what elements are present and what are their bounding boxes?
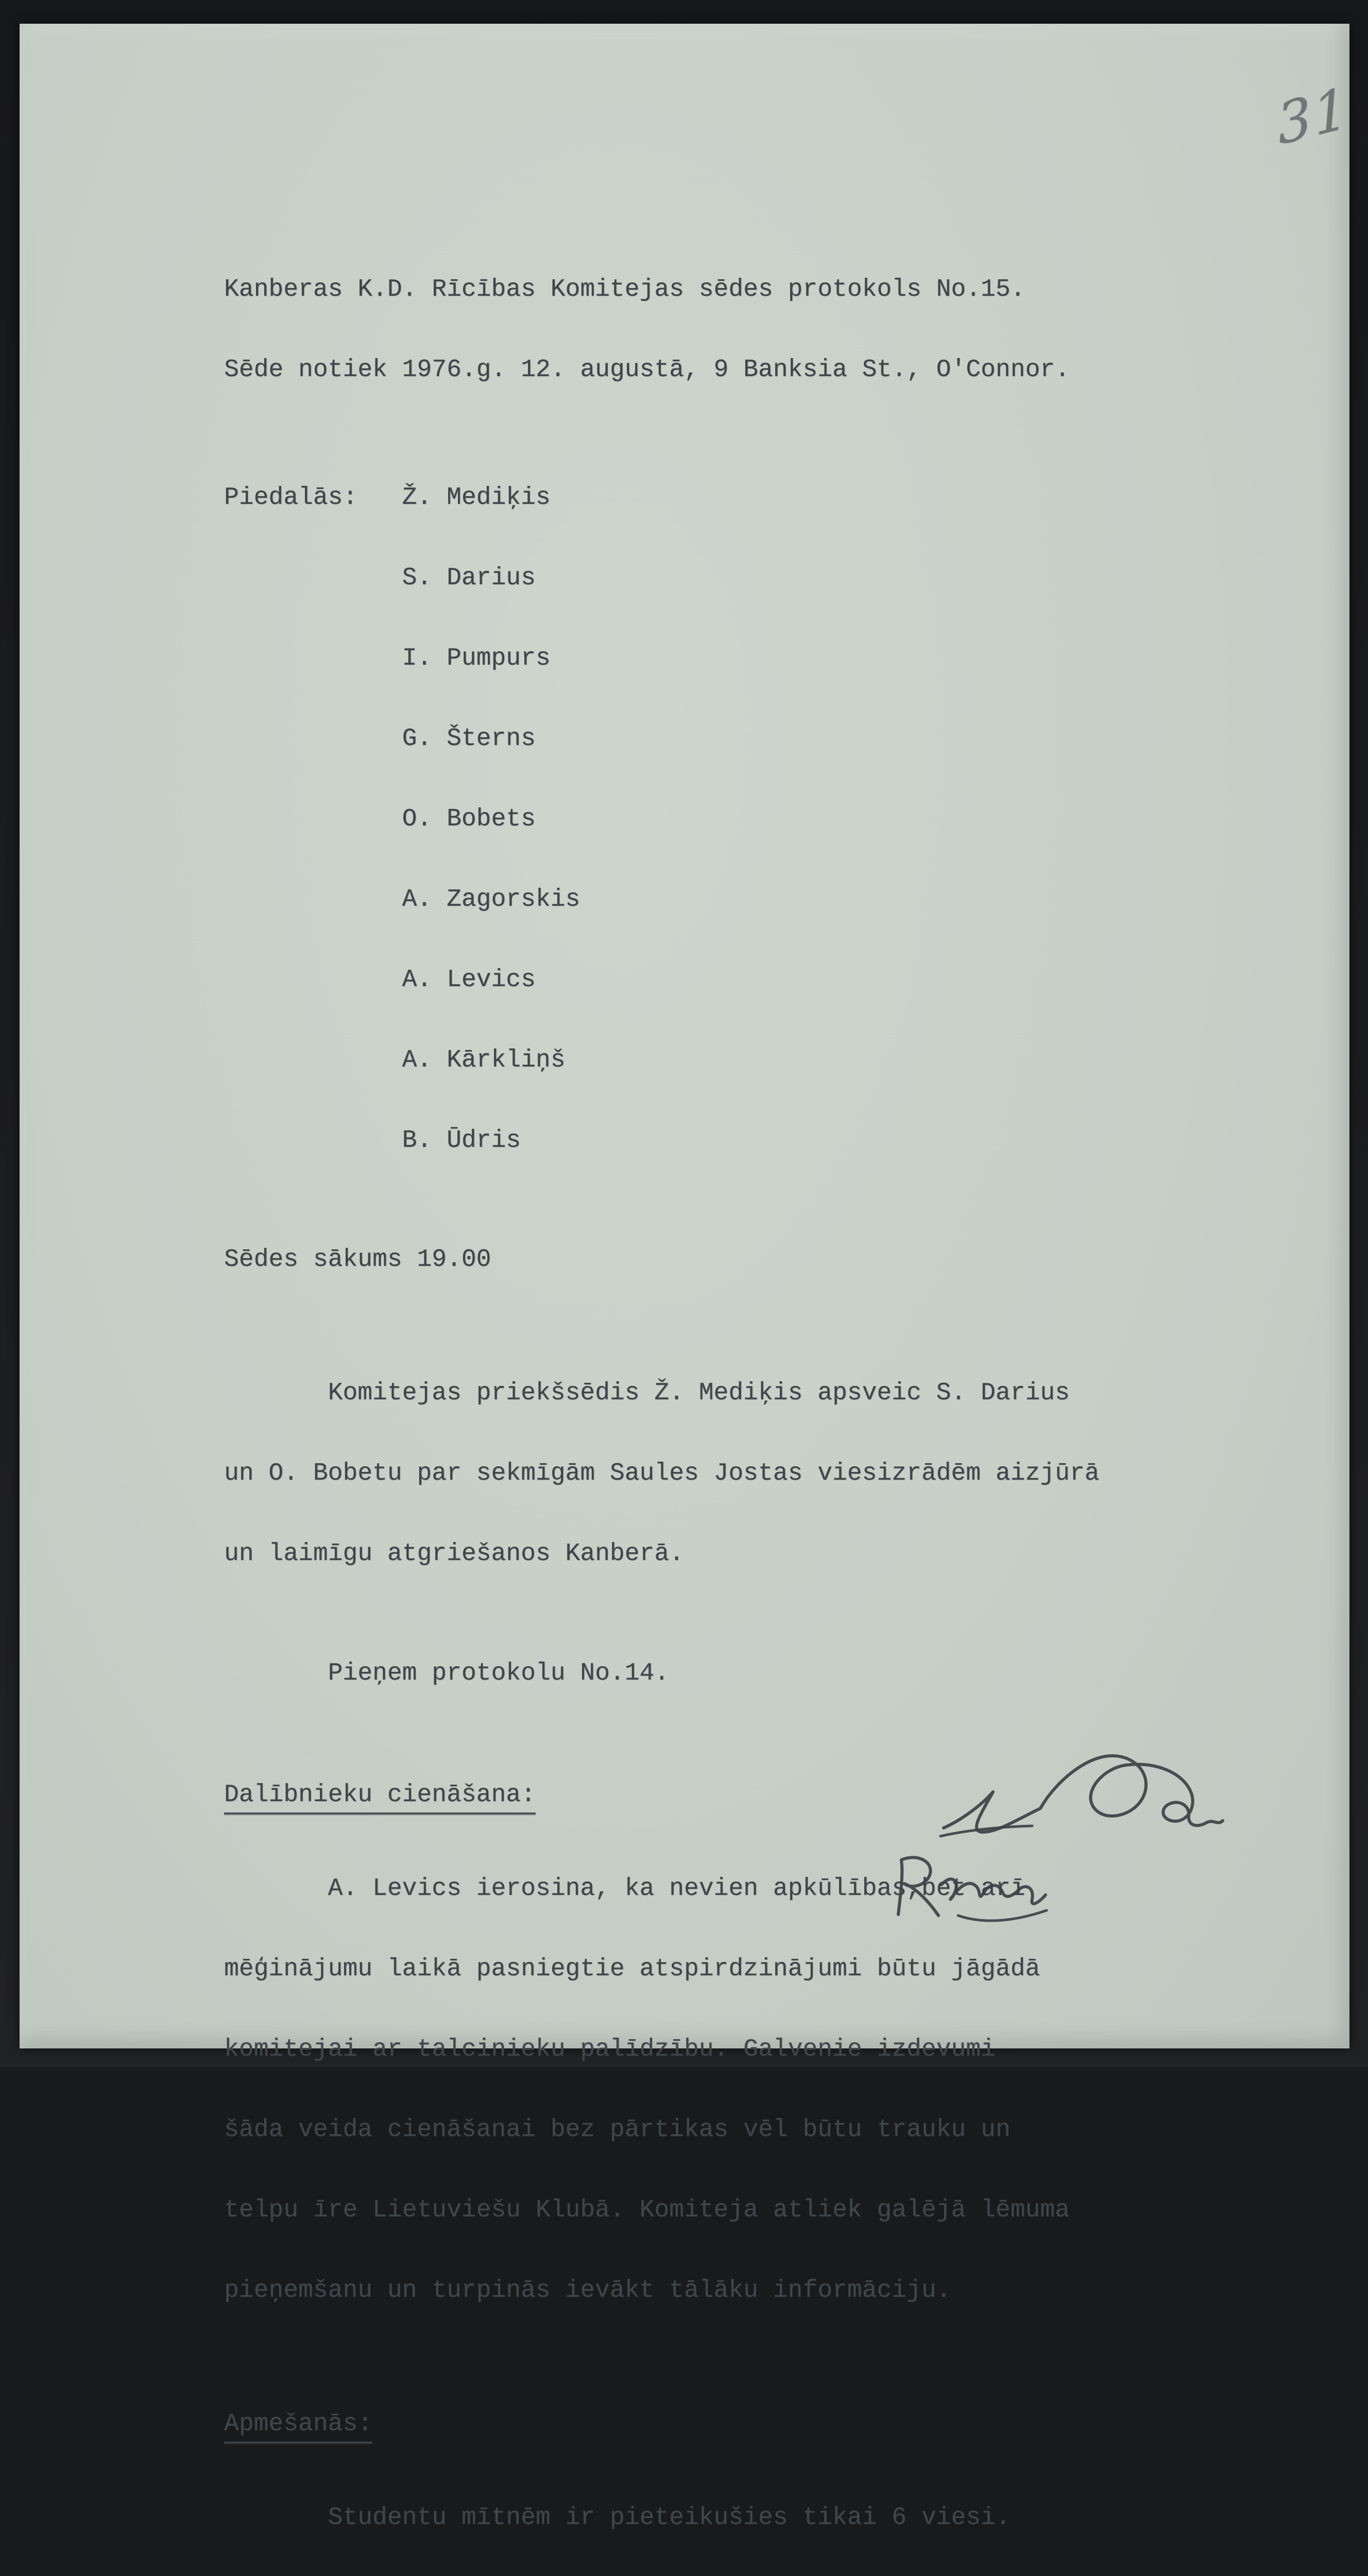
chairman-signature [931, 1750, 1230, 1863]
section-line: šāda veida cienāšanai bez pārtikas vēl būtu trauku un [224, 2116, 1144, 2143]
page-number-pencil: 31 [1274, 75, 1353, 158]
signature-stroke [958, 1910, 1047, 1921]
doc-title-line-2: Sēde notiek 1976.g. 12. augustā, 9 Banksia St., O'Connor. [224, 357, 1144, 383]
attendee-name: A. Zagorskis [224, 886, 1144, 913]
doc-title-line-1: Kanberas K.D. Rīcības Komitejas sēdes protokols No.15. [224, 276, 1144, 303]
document-page [20, 24, 1349, 2048]
signature-stroke [898, 1857, 938, 1916]
attendee-name: A. Kārkliņš [224, 1047, 1144, 1074]
opening-paragraph-line: un O. Bobetu par sekmīgām Saules Jostas viesizrādēm aizjūrā [224, 1460, 1144, 1487]
section-line: A. Levics ierosina, ka nevien apkūlības,bet arī [224, 1875, 1144, 1902]
signature-stroke [942, 1879, 1046, 1904]
section-line: mēģinājumu laikā pasniegtie atspirdzinājumi būtu jāgādā [224, 1956, 1144, 1982]
attendee-name: O. Bobets [224, 806, 1144, 833]
minutes-accept-line: Pieņem protokolu No.14. [224, 1660, 1144, 1687]
attendee-name: I. Pumpurs [224, 645, 1144, 672]
attendees-row [224, 484, 1144, 511]
section-heading-text: Dalībnieku cienāšana: [224, 1781, 536, 1815]
attendee-name: Ž. Mediķis [402, 484, 551, 512]
typewritten-text [224, 196, 1144, 2576]
attendee-name: A. Levics [224, 967, 1144, 993]
section-line: Studentu mītnēm ir pieteikušies tikai 6 viesi. [224, 2504, 1144, 2531]
secretary-signature [880, 1852, 1075, 1939]
opening-paragraph-line: un laimīgu atgriešanos Kanberā. [224, 1540, 1144, 1567]
attendee-name: B. Ūdris [224, 1127, 1144, 1154]
section-line: pieņemšanu un turpinās ievākt tālāku informāciju. [224, 2277, 1144, 2304]
attendee-name: G. Šterns [224, 725, 1144, 752]
attendee-name: S. Darius [224, 565, 1144, 591]
meeting-start-note: Sēdes sākums 19.00 [224, 1246, 1144, 1273]
section-heading-text: Apmešanās: [224, 2410, 372, 2444]
attendees-label: Piedalās: [224, 484, 402, 511]
section-line: telpu īre Lietuviešu Klubā. Komiteja atliek galējā lēmuma [224, 2197, 1144, 2224]
section-line: komitejai ar talcinieku palīdzību. Galvenie izdevumi [224, 2036, 1144, 2063]
section-heading-apmesanas [224, 2411, 1144, 2437]
opening-paragraph-line: Komitejas priekšsēdis Ž. Mediķis apsveic S. Darius [224, 1380, 1144, 1406]
signature-stroke [944, 1756, 1223, 1832]
